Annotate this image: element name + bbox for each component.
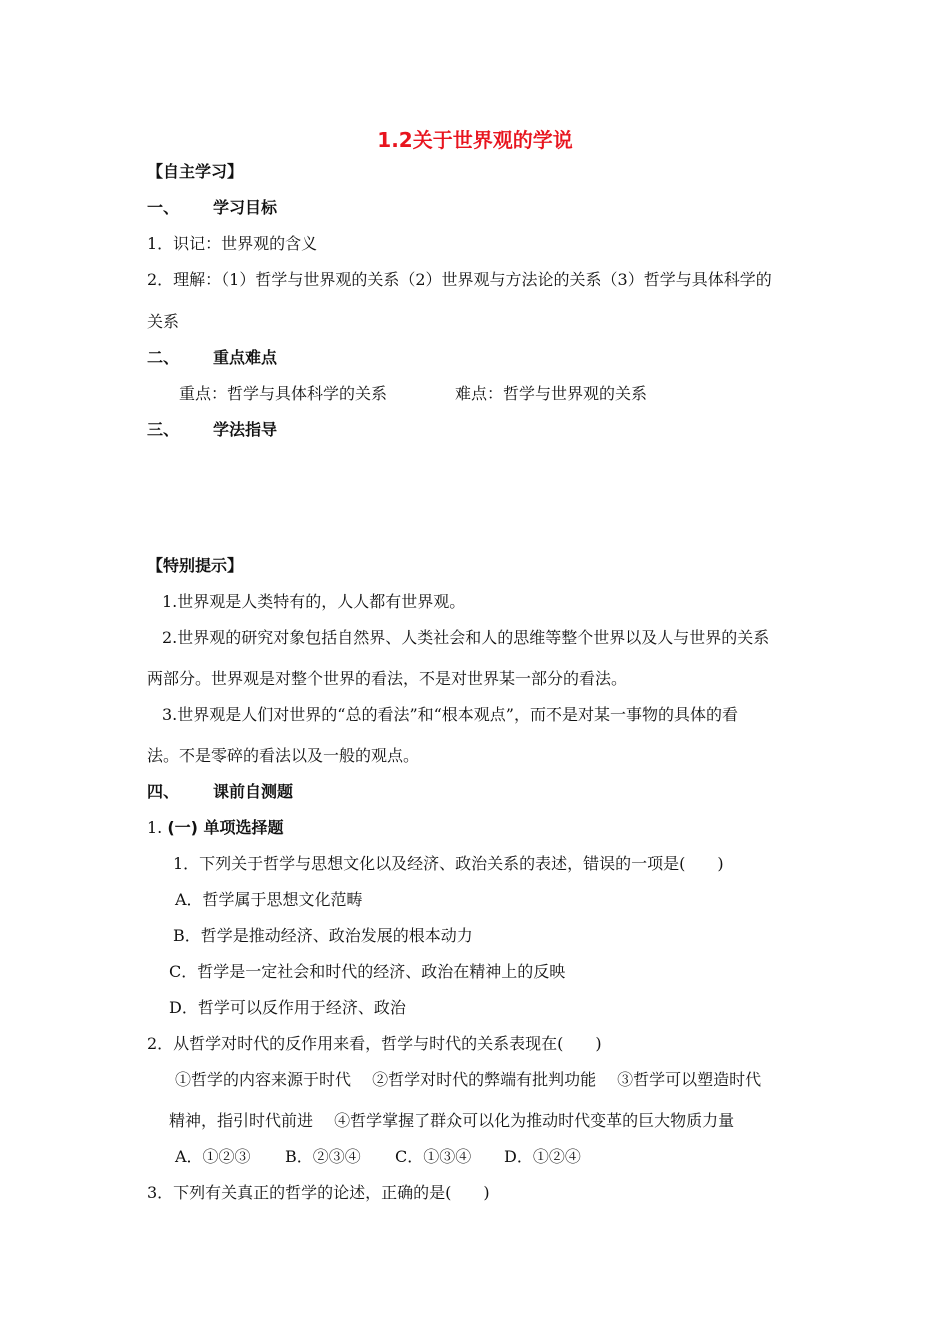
- goal-2-line-1: 2．理解：（1）哲学与世界观的关系（2）世界观与方法论的关系（3）哲学与具体科学的: [147, 270, 772, 289]
- part-number: 1.: [147, 818, 163, 837]
- key-point: 重点：哲学与具体科学的关系: [179, 384, 388, 403]
- section-number: 三、: [147, 420, 180, 439]
- q1-option-b: B．哲学是推动经济、政治发展的根本动力: [173, 926, 473, 945]
- difficult-point: 难点：哲学与世界观的关系: [455, 384, 648, 403]
- q2-stem: 2．从哲学对时代的反作用来看，哲学与时代的关系表现在( ): [147, 1034, 602, 1053]
- goal-2-line-2: 关系: [147, 312, 180, 331]
- q2-option-c: C．①③④: [395, 1147, 472, 1166]
- self-study-heading: 【自主学习】: [147, 162, 244, 181]
- tip-2-line-1: 2.世界观的研究对象包括自然界、人类社会和人的思维等整个世界以及人与世界的关系: [162, 628, 770, 647]
- tip-3-line-1: 3.世界观是人们对世界的“总的看法”和“根本观点”，而不是对某一事物的具体的看: [162, 705, 738, 724]
- q1-option-d: D．哲学可以反作用于经济、政治: [169, 998, 406, 1017]
- q2-option-b: B．②③④: [285, 1147, 361, 1166]
- q2-items-line-1: ①哲学的内容来源于时代 ②哲学对时代的弊端有批判功能 ③哲学可以塑造时代: [175, 1070, 762, 1089]
- q3-stem: 3．下列有关真正的哲学的论述，正确的是( ): [147, 1183, 490, 1202]
- q1-option-a: A．哲学属于思想文化范畴: [175, 890, 363, 909]
- q2-option-d: D．①②④: [504, 1147, 581, 1166]
- part-label: (一) 单项选择题: [167, 818, 284, 837]
- section-key-points: [147, 348, 277, 368]
- q1-stem: 1．下列关于哲学与思想文化以及经济、政治关系的表述，错误的一项是( ): [173, 854, 724, 873]
- section-self-test: [147, 782, 293, 802]
- q2-items-line-2: 精神，指引时代前进 ④哲学掌握了群众可以化为推动时代变革的巨大物质力量: [169, 1111, 735, 1130]
- section-number: 二、: [147, 348, 180, 367]
- document-title: 1.2关于世界观的学说: [377, 128, 573, 152]
- tip-1: 1.世界观是人类特有的，人人都有世界观。: [162, 592, 466, 611]
- section-number: 一、: [147, 198, 180, 217]
- part-heading: [147, 818, 284, 838]
- section-label: 重点难点: [213, 348, 278, 367]
- section-study-methods: [147, 420, 277, 440]
- section-label: 学习目标: [213, 198, 278, 217]
- tips-heading: 【特别提示】: [147, 556, 244, 575]
- section-label: 学法指导: [213, 420, 278, 439]
- section-number: 四、: [147, 782, 180, 801]
- q2-option-a: A．①②③: [175, 1147, 251, 1166]
- tip-3-line-2: 法。不是零碎的看法以及一般的观点。: [147, 746, 420, 765]
- section-learning-goals: [147, 198, 277, 218]
- tip-2-line-2: 两部分。世界观是对整个世界的看法，不是对世界某一部分的看法。: [147, 669, 628, 688]
- q1-option-c: C．哲学是一定社会和时代的经济、政治在精神上的反映: [169, 962, 566, 981]
- goal-1: 1．识记：世界观的含义: [147, 234, 318, 253]
- section-label: 课前自测题: [213, 782, 294, 801]
